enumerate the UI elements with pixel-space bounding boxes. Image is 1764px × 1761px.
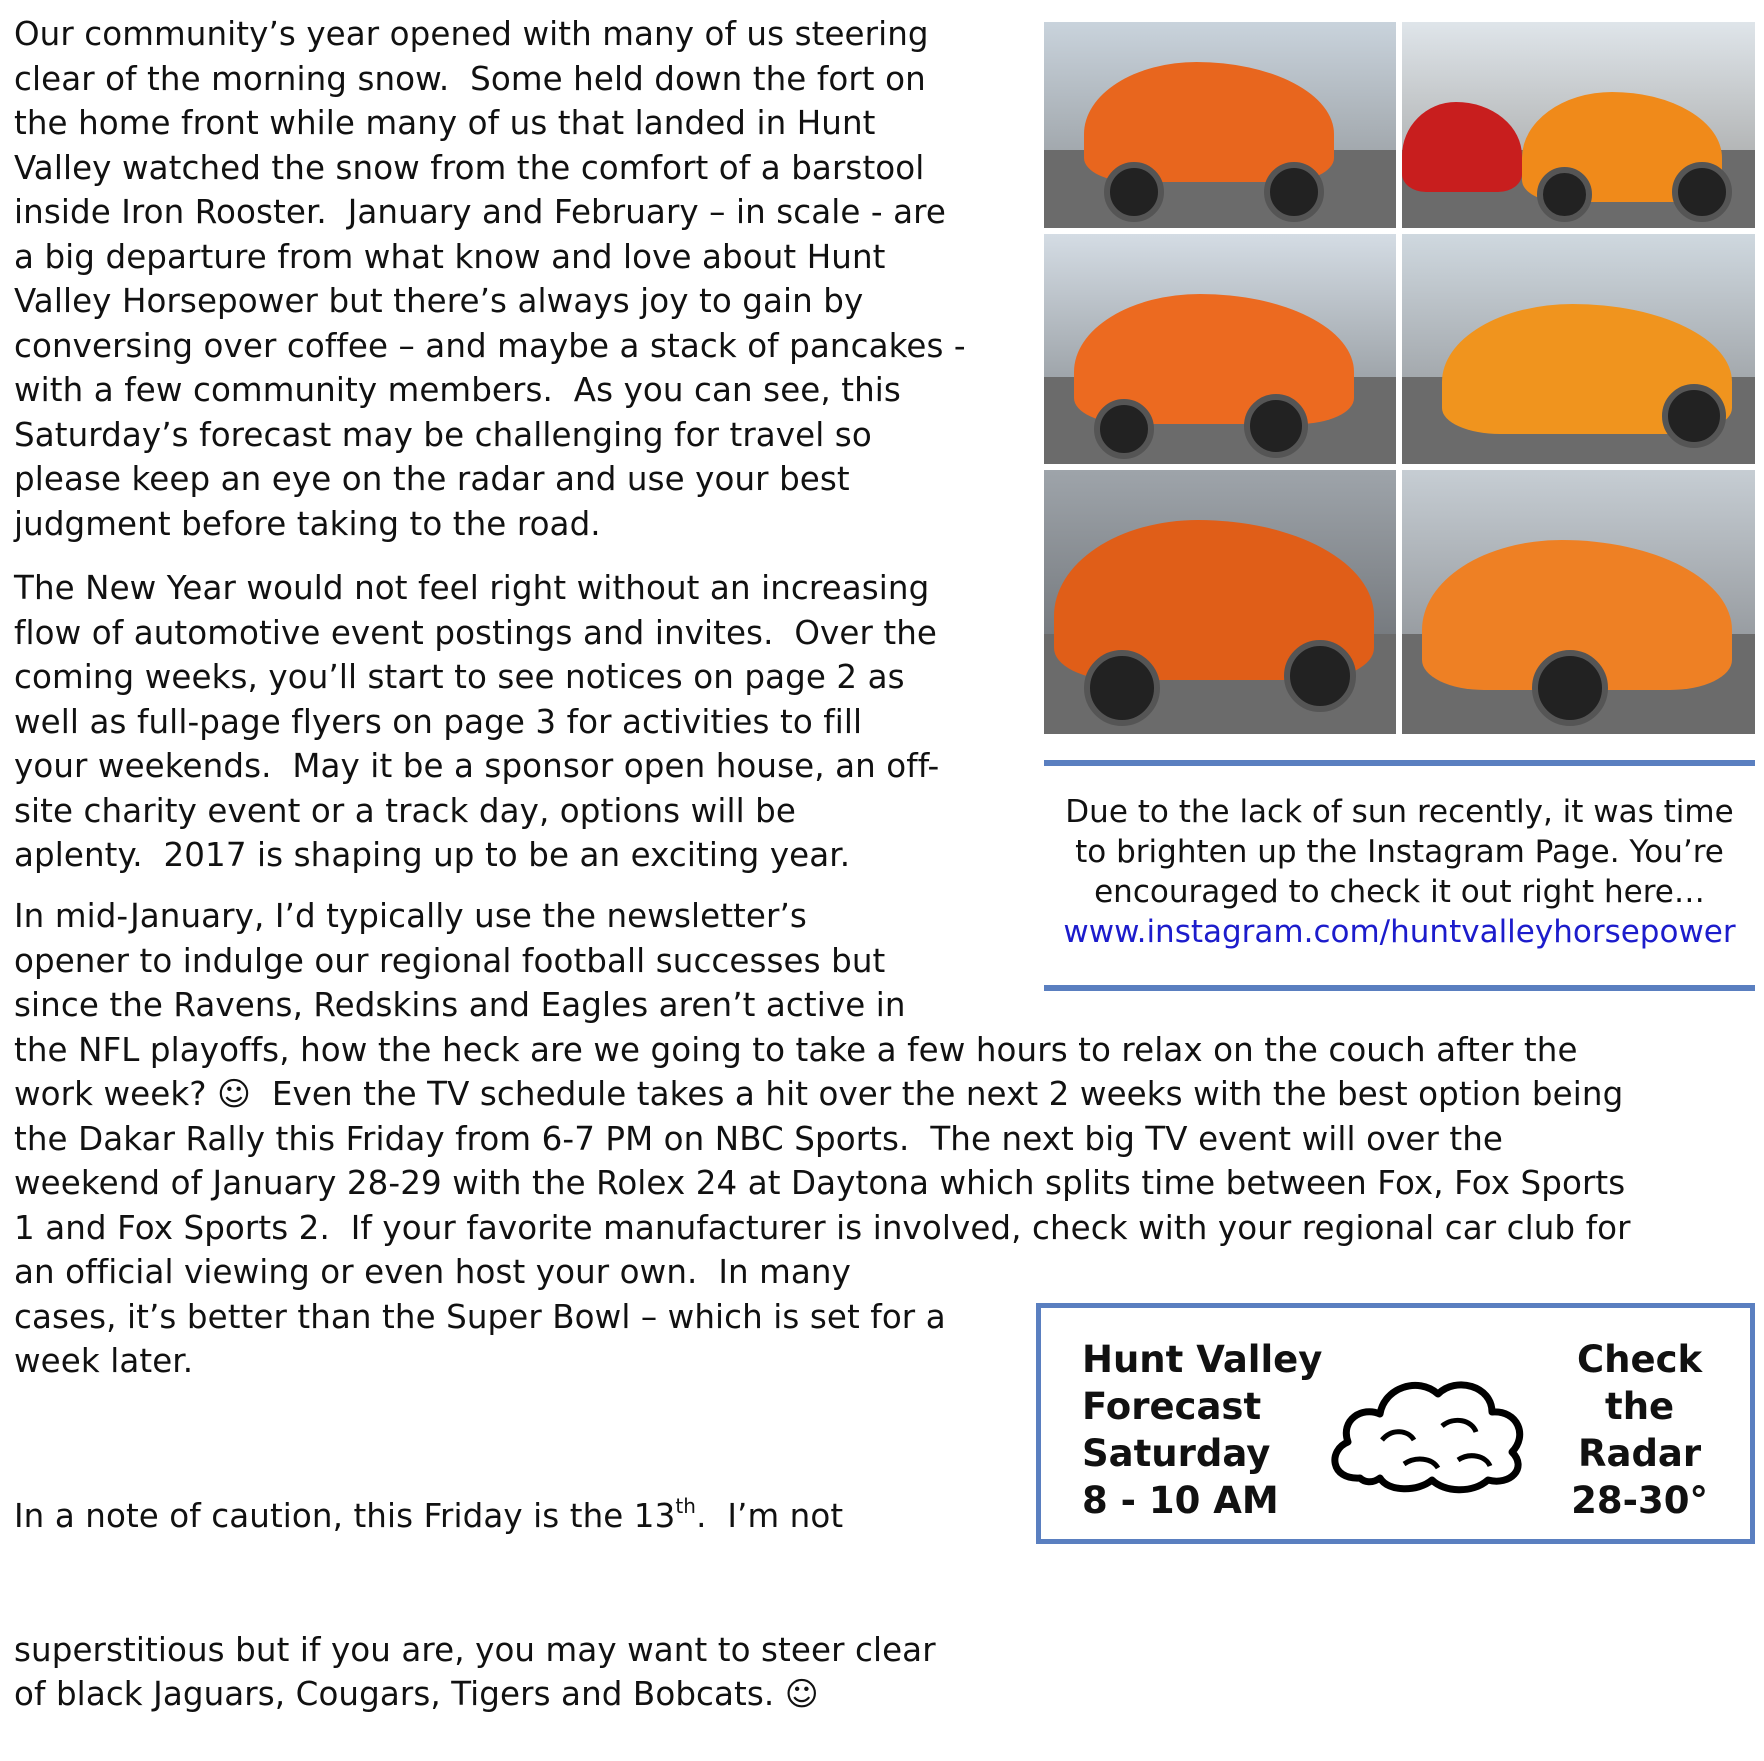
text-line: 1 and Fox Sports 2. If your favorite manufacturer is involved, check with your regional car club for [14,1208,1631,1247]
instagram-note [1044,792,1755,952]
text-line: Saturday [1082,1432,1271,1475]
text-line: please keep an eye on the radar and use your best [14,460,850,498]
text-line: flow of automotive event postings and invites. Over the [14,613,938,652]
text-line: coming weeks, you’ll start to see notices on page 2 as [14,658,905,696]
text-line: 28-30° [1571,1479,1708,1522]
cloud-icon [1322,1368,1532,1498]
text-line: your weekends. May it be a sponsor open house, an off- [14,747,940,785]
photo-vintage-sedan [1044,22,1396,228]
text-line: Saturday’s forecast may be challenging for travel so [14,415,872,454]
text-line: Hunt Valley [1082,1338,1323,1381]
text-line: opener to indulge our regional football successes but [14,941,886,980]
text-line: well as full-page flyers on page 3 for activities to fill [14,702,863,741]
article-p4-line-1: In a note of caution, this Friday is the 13th. I’m not [14,1494,844,1535]
text-line: week later. [14,1342,194,1380]
article-paragraph-2 [14,566,939,878]
instagram-note-text [1044,792,1755,912]
text-line: the home front while many of us that landed in Hunt [14,104,876,142]
photo-roadster [1402,22,1755,228]
forecast-label [1082,1336,1322,1524]
text-line: a big departure from what know and love about Hunt [14,237,886,276]
text-line: 8 - 10 AM [1082,1479,1279,1522]
text-line: Check [1577,1338,1703,1381]
text-line: In mid-January, I’d typically use the newsletter’s [14,897,807,935]
instagram-bottom-rule [1044,985,1755,991]
photo-viper [1402,470,1755,734]
text-line: Valley Horsepower but there’s always joy to gain by [14,282,864,320]
forecast-box [1036,1303,1755,1544]
text-line: The New Year would not feel right without an increasing [14,569,930,607]
text-line: of black Jaguars, Cougars, Tigers and Bobcats. ☺ [14,1675,819,1713]
photo-mclaren [1044,470,1396,734]
radar-label [1571,1336,1708,1524]
instagram-note-line: to brighten up the Instagram Page. You’re [1075,834,1724,870]
text-line: Radar [1577,1432,1702,1475]
text-line: weekend of January 28-29 with the Rolex 24 at Daytona which splits time between Fox, Fox Sports [14,1164,1626,1202]
photo-bmw-sedan [1044,234,1396,464]
text-line: site charity event or a track day, options will be [14,791,796,830]
article-p4-rest [14,1628,936,1717]
article-paragraph-4 [14,1405,936,1761]
text-line: conversing over coffee – and maybe a stack of pancakes - [14,326,966,365]
text-line: Forecast [1082,1385,1262,1428]
instagram-link[interactable]: www.instagram.com/huntvalleyhorsepower [1063,914,1736,950]
instagram-note-line: encouraged to check it out right here… [1094,874,1705,910]
instagram-top-rule [1044,760,1755,766]
text-line: an official viewing or even host your own. In many [14,1253,851,1291]
text-line: the NFL playoffs, how the heck are we going to take a few hours to relax on the couch after the [14,1030,1578,1069]
photo-noble-supercar [1402,234,1755,464]
text-line: aplenty. 2017 is shaping up to be an exciting year. [14,836,851,874]
text-line: superstitious but if you are, you may want to steer clear [14,1630,936,1669]
text-line: cases, it’s better than the Super Bowl – which is set for a [14,1297,946,1336]
superscript-th: th [675,1494,697,1518]
text-line: with a few community members. As you can see, this [14,371,901,409]
text-line: since the Ravens, Redskins and Eagles aren’t active in [14,986,906,1024]
text-line: inside Iron Rooster. January and February – in scale - are [14,193,947,231]
car-photo-collage [1044,22,1755,734]
instagram-note-line: Due to the lack of sun recently, it was time [1065,794,1734,830]
text-line: the Dakar Rally this Friday from 6-7 PM on NBC Sports. The next big TV event will over the [14,1119,1504,1158]
text-line: judgment before taking to the road. [14,504,601,543]
text-line: Valley watched the snow from the comfort of a barstool [14,148,925,187]
text-line: Our community’s year opened with many of us steering [14,15,929,53]
text-line: the [1605,1385,1675,1428]
text-line: work week? ☺ Even the TV schedule takes a hit over the next 2 weeks with the best option being [14,1075,1624,1113]
text-line: clear of the morning snow. Some held down the fort on [14,59,926,98]
article-paragraph-1 [14,12,966,546]
